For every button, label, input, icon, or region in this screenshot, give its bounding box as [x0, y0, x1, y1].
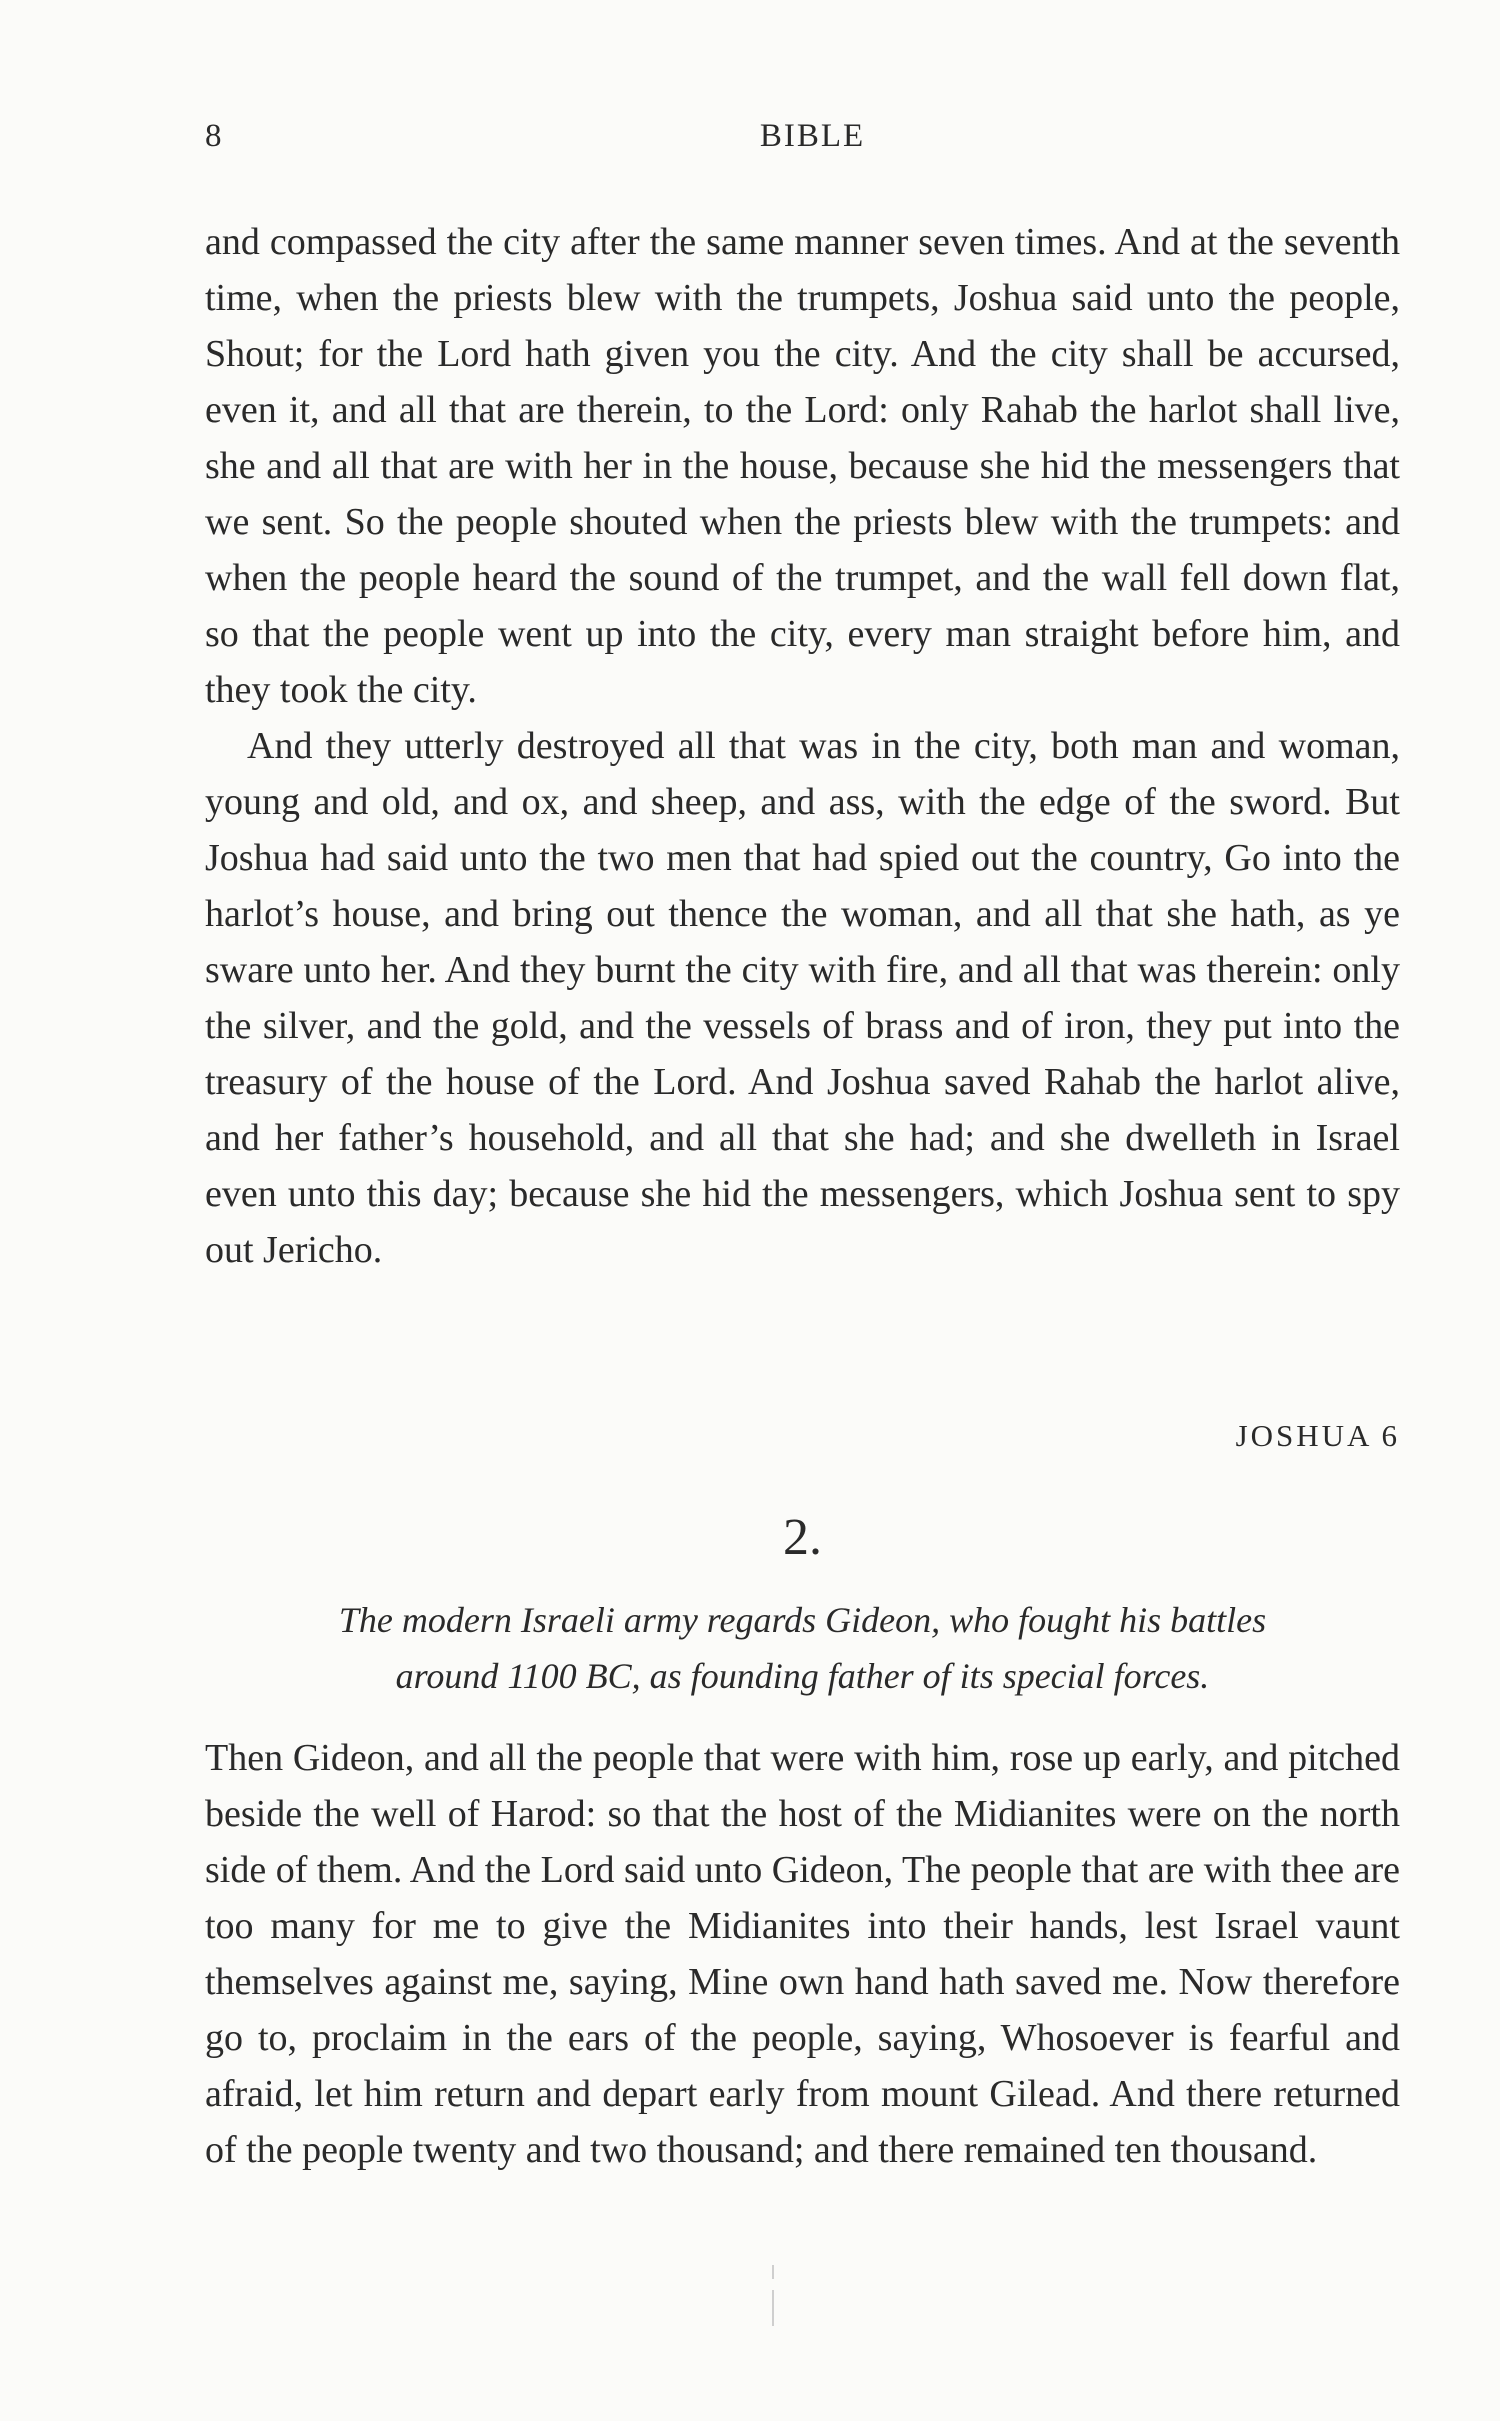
paragraph: And they utterly destroyed all that was in the city, both man and woman, young and old, and ox, and sheep, and ass, with the edge of the sword. But Joshua had said unto the two men that had spied out the country, Go into the harlot’s house, and bring out thence the woman, and all that she hath, as ye sware unto her. And they burnt the city with fire, and all that was therein: only the silver, and the gold, and the vessels of brass and of iron, they put into the treasury of the house of the Lord. And Joshua saved Rahab the harlot alive, and her father’s household, and all that she had; and she dwelleth in Israel even unto this day; because she hid the messengers, which Joshua sent to spy out Jericho. [205, 725, 1400, 1271]
page-header [205, 118, 1400, 162]
scan-artifact-mark [772, 2265, 774, 2279]
epigraph-line: The modern Israeli army regards Gideon, who fought his battles [338, 1600, 1267, 1640]
section-number: 2. [783, 1509, 822, 1566]
section-two-text [205, 1730, 1400, 2178]
scripture-citation: JOSHUA 6 [1235, 1418, 1400, 1453]
paragraph-continued: and compassed the city after the same manner seven times. And at the seventh time, when the priests blew with the trumpets, Joshua said unto the people, Shout; for the Lord hath given you the city. And the city shall be accursed, even it, and all that are therein, to the Lord: only Rahab the harlot shall live, she and all that are with her in the house, because she hid the messengers that we sent. So the people shouted when the priests blew with the trumpets: and when the people heard the sound of the trumpet, and the wall fell down flat, so that the people went up into the city, every man straight before him, and they took the city. [205, 221, 1400, 711]
epigraph-line: around 1100 BC, as founding father of its special forces. [395, 1656, 1210, 1696]
running-head: BIBLE [759, 118, 866, 154]
paragraph: Then Gideon, and all the people that were with him, rose up early, and pitched beside the well of Harod: so that the host of the Midianites were on the north side of them. And the Lord said unto Gideon, The people that are with thee are too many for me to give the Midianites into their hands, lest Israel vaunt themselves against me, saying, Mine own hand hath saved me. Now therefore go to, proclaim in the ears of the people, saying, Whosoever is fearful and afraid, let him return and depart early from mount Gilead. And there returned of the people twenty and two thousand; and there remained ten thousand. [205, 1737, 1400, 2171]
section-epigraph [205, 1592, 1400, 1704]
section-one-text [205, 214, 1400, 1278]
scan-artifact-mark [772, 2290, 774, 2326]
page-number: 8 [205, 118, 223, 154]
